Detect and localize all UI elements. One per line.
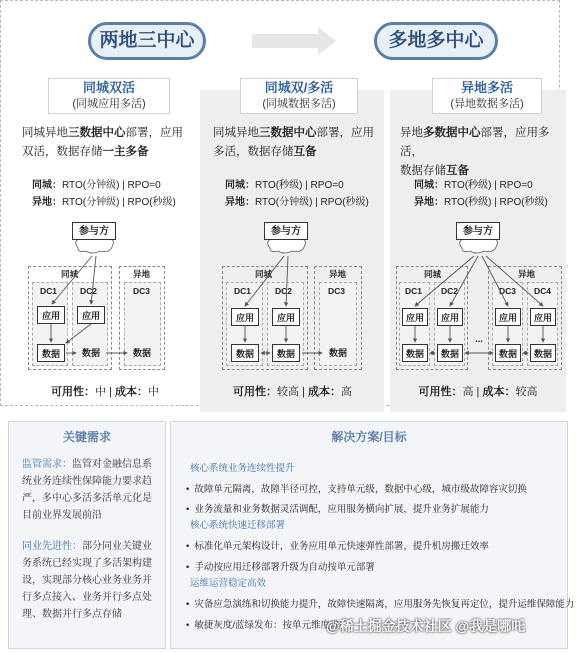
dc-label: DC1 (234, 286, 252, 296)
dc-label: DC3 (133, 286, 151, 296)
column-subtitle: (同城数据多活) (262, 98, 336, 110)
data-node: 数据 (272, 344, 300, 362)
availability-cost-1: 可用性：中 | 成本：中 (51, 386, 159, 398)
two-sites-three-centers-title: 两地三中心 (88, 22, 206, 60)
solution-bullet: • 故障单元隔离，故障半径可控，支持单元级，数据中心级，城市级故障容灾切换 (186, 481, 527, 495)
solution-section-heading: 核心系统业务连续性提升 (190, 463, 295, 474)
peer-advancement-need: 同业先进性：部分同业关键业 务系统已经实现了多活架构建 设，实现部分核心业务业务并 行多点接入、业务并行多点处 理、数据并行多点存储 (22, 541, 152, 620)
data-node: 数据 (231, 344, 259, 362)
column-description-3: 异地多数据中心部署，应用多活， 数据存储互备 (400, 127, 550, 177)
solutions-title: 解决方案/目标 (331, 430, 407, 444)
column-description-2: 同城异地三数据中心部署，应用 多活，数据存储互备 (213, 127, 374, 158)
app-node: 应用 (402, 308, 428, 326)
dc-label: DC2 (441, 286, 459, 296)
data-node: 数据 (437, 344, 463, 362)
solution-bullet: • 灾备应急演练和切换能力提升，故障快速隔离，应用服务先恢复再定位，提升运维保障能力 (186, 596, 574, 610)
app-node: 应用 (530, 308, 556, 326)
dc-label: DC4 (534, 286, 552, 296)
local-zone-label: 同城 (255, 269, 273, 279)
remote-zone-label: 异地 (518, 269, 536, 279)
participant-node: 参与方 (264, 222, 308, 240)
dc-label: DC2 (80, 286, 98, 296)
participant-node: 参与方 (72, 222, 116, 240)
data-node: 数据 (81, 348, 100, 358)
regulatory-need: 监管需求：监管对金融信息系 统业务连续性保障能力要求趋 严，多中心多活多活单元化是 目前业界发展前沿 (22, 459, 152, 521)
dc-label: DC3 (499, 286, 517, 296)
solution-bullet: • 敏捷灰度/蓝绿发布：按单元维度进行 (186, 617, 349, 631)
app-node: 应用 (437, 308, 463, 326)
column-subtitle: (同城应用多活) (72, 98, 146, 110)
data-node: 数据 (495, 344, 521, 362)
key-needs-title: 关键需求 (62, 430, 111, 444)
remote-zone-label: 异地 (329, 269, 347, 279)
data-node: 数据 (328, 348, 347, 358)
column-title: 异地多活 (460, 80, 513, 95)
dc-label: DC2 (275, 286, 293, 296)
availability-cost-3: 可用性：高 | 成本：较高 (418, 386, 538, 398)
app-node: 应用 (37, 306, 65, 324)
app-node: 应用 (77, 306, 105, 324)
rto-rpo-2: 同城：RTO(秒级) | RPO=0 异地：RTO(分钟级) | RPO(秒级) (225, 180, 369, 208)
dc-label: DC1 (405, 286, 423, 296)
column-title: 同城双活 (82, 80, 135, 95)
app-node: 应用 (495, 308, 521, 326)
column-subtitle: (异地数据多活) (450, 98, 524, 110)
data-node: 数据 (402, 344, 428, 362)
solution-bullet: • 手动按应用迁移部署升级为自动按单元部署 (186, 559, 375, 573)
column-description-1: 同城异地三数据中心部署，应用 双活，数据存储一主多备 (22, 127, 183, 158)
participant-node: 参与方 (456, 222, 500, 240)
app-node: 应用 (231, 308, 259, 326)
data-node-primary: 数据 (37, 344, 65, 362)
watermark: @稀土掘金技术社区 @我是哪吒 (326, 618, 526, 634)
availability-cost-2: 可用性：较高 | 成本：高 (233, 386, 352, 398)
data-node: 数据 (530, 344, 556, 362)
dc-label: DC1 (40, 286, 58, 296)
solutions-panel (170, 421, 568, 649)
solution-section-heading: 核心系统快速迁移部署 (190, 520, 286, 531)
multi-site-multi-center-title: 多地多中心 (374, 22, 498, 60)
rto-rpo-1: 同城：RTO(分钟级) | RPO=0 异地：RTO(分钟级) | RPO(秒级) (32, 180, 176, 208)
app-node: 应用 (272, 308, 300, 326)
solution-section-heading: 运维运营稳定高效 (190, 578, 267, 589)
solution-bullet: • 标准化单元架构设计，业务应用单元快速弹性部署，提升机房搬迁效率 (186, 538, 489, 552)
local-zone-label: 同城 (61, 269, 79, 279)
rto-rpo-3: 同城：RTO(秒级) | RPO=0 异地：RTO(秒级) | RPO(秒级) (414, 180, 548, 208)
ellipsis-label: ... (475, 334, 483, 344)
data-node: 数据 (132, 348, 151, 358)
solution-bullet: • 业务流量和业务数据灵活调配，应用服务横向扩展，提升业务扩展能力 (186, 501, 489, 515)
remote-zone-label: 异地 (133, 269, 151, 279)
column-title: 同城双/多活 (264, 80, 334, 95)
local-zone-label: 同城 (424, 269, 442, 279)
dc-label: DC3 (328, 286, 346, 296)
